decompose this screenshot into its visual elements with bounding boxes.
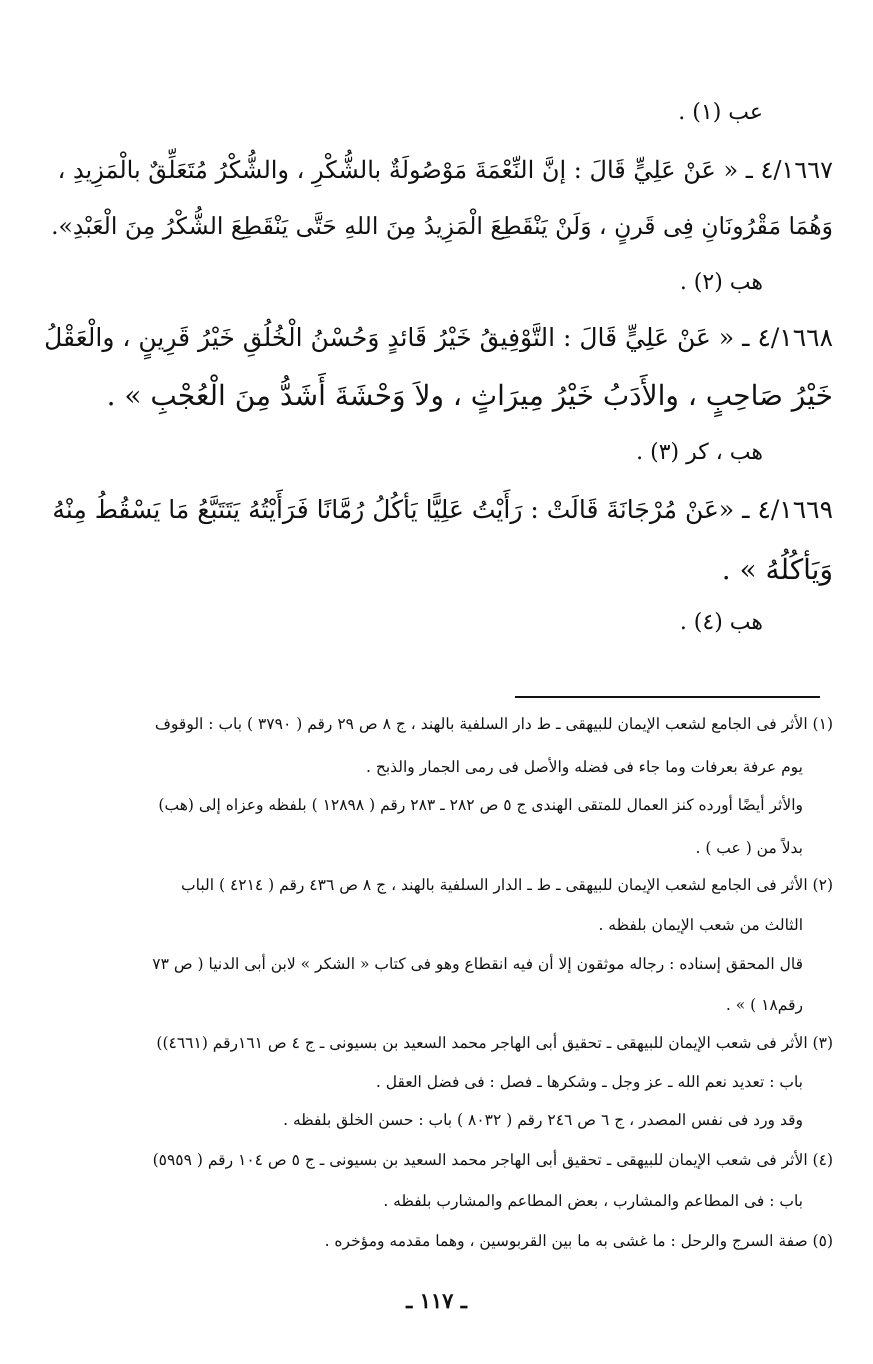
source-line-1668: هب ، كر (٣) . — [636, 440, 763, 465]
footnote-2-line-2: الثالث من شعب الإيمان بلفظه . — [598, 916, 803, 934]
footnote-3-line-3: وقد ورد فى نفس المصدر ، ج ٦ ص ٢٤٦ رقم ( ٨٠٣٢ ) باب : حسن الخلق بلفظه . — [283, 1111, 803, 1129]
footnote-1-line-4: بدلاً من ( عب ) . — [695, 839, 803, 857]
source-line-1667: هب (٢) . — [679, 270, 763, 295]
footnote-2-line-3: قال المحقق إسناده : رجاله موثقون إلا أن فيه انقطاع وهو فى كتاب « الشكر » لابن أبى الدنيا ( ص ٧٣ — [152, 955, 803, 973]
hadith-1669-line-2: وَيَأكُلُهُ » . — [721, 553, 833, 586]
source-line-previous: عب (١) . — [678, 100, 763, 125]
page-number: ـ ١١٧ ـ — [406, 1288, 467, 1313]
footnote-4-line-2: باب : فى المطاعم والمشارب ، بعض المطاعم والمشارب بلفظه . — [383, 1192, 803, 1210]
footnote-2-line-4: رقم١٨ ) » . — [725, 996, 803, 1014]
footnote-3-line-2: باب : تعديد نعم الله ـ عز وجل ـ وشكرها ـ فصل : فى فضل العقل . — [375, 1073, 803, 1091]
footnote-4-line-1: (٤) الأثر فى شعب الإيمان للبيهقى ـ تحقيق أبى الهاجر محمد السعيد بن بسيونى ـ ج ٥ ص ١٠٤ رقم ( ٥٩٥٩) — [152, 1151, 833, 1169]
hadith-1668-line-1: ٤/١٦٦٨ ـ « عَنْ عَلِيٍّ قَالَ : التَّوْفِيقُ خَيْرُ قَائدٍ وَحُسْنُ الْخُلُقِ خَيْرُ قَرِينٍ ، والْعَقْلُ — [44, 323, 833, 352]
hadith-1667-line-1: ٤/١٦٦٧ ـ « عَنْ عَلِيٍّ قَالَ : إنَّ النِّعْمَةَ مَوْصُولَةٌ بالشُّكْرِ ، والشُّكْرُ مُتَعَلِّقٌ بالْمَزِيدِ ، — [57, 156, 833, 184]
footnote-3-line-1: (٣) الأثر فى شعب الإيمان للبيهقى ـ تحقيق أبى الهاجر محمد السعيد بن بسيونى ـ ج ٤ ص ١٦١رقم (٤٦٦١)) — [156, 1034, 833, 1052]
footnote-1-line-1: (١) الأثر فى الجامع لشعب الإيمان للبيهقى ـ ط دار السلفية بالهند ، ج ٨ ص ٢٩ رقم ( ٣٧٩٠ ) باب : الوقوف — [154, 715, 833, 733]
footnote-1-line-3: والأثر أيضًا أورده كنز العمال للمتقى الهندى ج ٥ ص ٢٨٢ ـ ٢٨٣ رقم ( ١٢٨٩٨ ) بلفظه وعزاه إلى (هب) — [158, 796, 803, 814]
footnote-separator — [515, 696, 820, 698]
footnote-1-line-2: يوم عرفة بعرفات وما جاء فى فضله والأصل فى رمى الجمار والذبح . — [365, 758, 803, 776]
hadith-1667-line-2: وَهُمَا مَقْرُونَانِ فِى قَرنٍ ، وَلَنْ يَنْقَطِعَ الْمَزِيدُ مِنَ اللهِ حَتَّى يَنْقَطِعَ الشُّكْرُ مِنَ الْعَبْدِ». — [51, 212, 833, 240]
hadith-1669-line-1: ٤/١٦٦٩ ـ «عَنْ مُرْجَانَةَ قَالَتْ : رَأَيْتُ عَلِيًّا يَأكُلُ رُمَّانًا فَرَأَيْتُهُ يَتَتَبَّعُ مَا يَسْقُطُ مِنْهُ — [52, 495, 833, 524]
hadith-1668-line-2: خَيْرُ صَاحِبٍ ، والأَدَبُ خَيْرُ مِيرَاثٍ ، ولاَ وَحْشَةَ أَشَدُّ مِنَ الْعُجْبِ » . — [106, 379, 833, 412]
footnote-2-line-1: (٢) الأثر فى الجامع لشعب الإيمان للبيهقى ـ ط ـ الدار السلفية بالهند ، ج ٨ ص ٤٣٦ رقم ( ٤٢١٤ ) الباب — [181, 876, 833, 894]
footnote-5-line-1: (٥) صفة السرج والرحل : ما غشى به ما بين القربوسين ، وهما مقدمه ومؤخره . — [324, 1232, 833, 1250]
source-line-1669: هب (٤) . — [679, 610, 763, 635]
